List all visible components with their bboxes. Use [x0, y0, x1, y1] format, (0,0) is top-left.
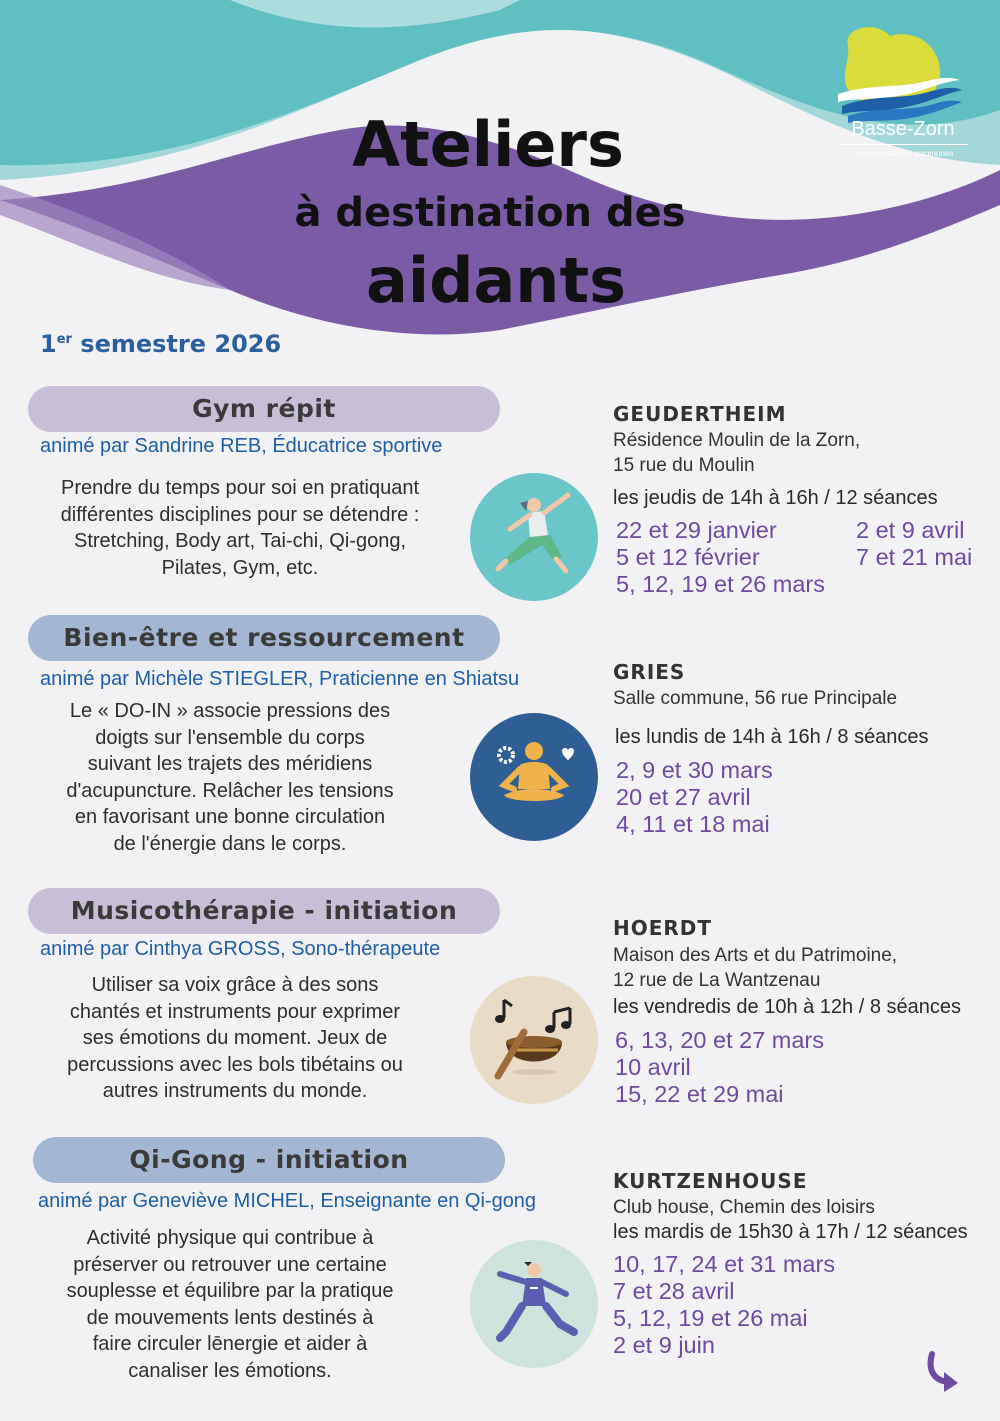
session-dates: 7 et 21 mai — [856, 544, 973, 570]
workshop-description — [30, 475, 450, 581]
city-name: KURTZENHOUSE — [613, 1169, 808, 1193]
description-line: chantés et instruments pour exprimer — [69, 1000, 401, 1023]
description-line: ses émotions du moment. Jeux de — [82, 1027, 388, 1049]
singing-bowl-icon — [470, 976, 598, 1104]
venue-address — [613, 428, 860, 478]
session-dates: 20 et 27 avril — [616, 784, 751, 810]
description-line: suivant les trajets des méridiens — [87, 753, 373, 775]
venue-address — [613, 943, 897, 993]
workshop-description — [25, 972, 445, 1105]
session-dates: 2 et 9 juin — [613, 1332, 715, 1358]
session-dates: 10 avril — [615, 1054, 691, 1080]
venue-line: Club house, Chemin des loisirs — [613, 1197, 875, 1218]
workshop-animator: animé par Michèle STIEGLER, Praticienne en Shiatsu — [40, 668, 520, 690]
session-dates: 2, 9 et 30 mars — [616, 757, 773, 783]
session-dates: 22 et 29 janvier — [616, 517, 777, 543]
session-dates: 15, 22 et 29 mai — [615, 1081, 784, 1107]
workshop-description — [20, 1225, 440, 1384]
title-line-3: aidants — [366, 244, 626, 317]
description-line: Activité physique qui contribue à — [86, 1227, 374, 1249]
workshop-animator: animé par Cinthya GROSS, Sono-thérapeute — [40, 938, 441, 960]
semester-number: 1 — [40, 330, 57, 358]
description-line: Pilates, Gym, etc. — [161, 556, 319, 579]
description-line: canaliser les émotions. — [128, 1359, 332, 1382]
description-line: préserver ou retrouver une certaine — [73, 1253, 387, 1276]
city-name: HOERDT — [613, 916, 713, 940]
description-line: percussions avec les bols tibétains ou — [67, 1053, 403, 1076]
semester-heading — [40, 330, 281, 358]
description-line: de l'énergie dans le corps. — [113, 832, 347, 855]
city-name: GRIES — [613, 660, 686, 684]
description-line: de mouvements lents destinés à — [86, 1306, 374, 1329]
schedule-text: les jeudis de 14h à 16h / 12 séances — [613, 487, 938, 509]
qigong-pose-icon — [470, 1240, 598, 1368]
meditation-icon — [470, 713, 598, 841]
turn-page-arrow-icon[interactable] — [918, 1346, 968, 1396]
description-line: souplesse et équilibre par la pratique — [66, 1280, 394, 1302]
description-line: faire circuler lēnergie et aider à — [92, 1333, 368, 1355]
logo-name: Basse-Zorn — [851, 118, 955, 140]
workshop-title-musicotherapie: Musicothérapie - initiation — [28, 888, 500, 934]
venue-line: Salle commune, 56 rue Principale — [613, 688, 898, 709]
session-dates: 7 et 28 avril — [613, 1278, 735, 1304]
description-line: autres instruments du monde. — [102, 1080, 368, 1102]
description-line: doigts sur l'ensemble du corps — [95, 726, 365, 749]
session-dates: 6, 13, 20 et 27 mars — [615, 1027, 825, 1053]
workshop-title-qigong: Qi-Gong - initiation — [33, 1137, 505, 1183]
workshop-description — [20, 698, 440, 857]
session-dates: 5, 12, 19 et 26 mars — [616, 571, 826, 597]
description-line: en favorisant une bonne circulation — [74, 806, 386, 828]
venue-line: Maison des Arts et du Patrimoine, — [613, 945, 898, 966]
schedule-text: les lundis de 14h à 16h / 8 séances — [615, 726, 929, 748]
workshop-title-bien-etre: Bien-être et ressourcement — [28, 615, 500, 661]
title-line-2: à destination des — [294, 190, 686, 236]
session-dates: 4, 11 et 18 mai — [616, 811, 770, 837]
workshop-animator: animé par Sandrine REB, Éducatrice sportive — [40, 435, 443, 457]
semester-superscript: er — [56, 332, 72, 347]
description-line: Le « DO-IN » associe pressions des — [69, 700, 391, 722]
description-line: différentes disciplines pour se détendre : — [60, 503, 420, 526]
venue-address — [613, 686, 897, 711]
description-line: Prendre du temps pour soi en pratiquant — [61, 477, 419, 499]
venue-line: Résidence Moulin de la Zorn, — [613, 430, 861, 451]
session-dates: 5, 12, 19 et 26 mai — [613, 1305, 808, 1331]
workshop-title-gym: Gym répit — [28, 386, 500, 432]
city-name: GEUDERTHEIM — [613, 402, 787, 426]
schedule-text: les vendredis de 10h à 12h / 8 séances — [613, 996, 962, 1018]
session-dates: 2 et 9 avril — [856, 517, 965, 543]
session-dates: 5 et 12 février — [616, 544, 760, 570]
session-dates: 10, 17, 24 et 31 mars — [613, 1251, 836, 1277]
logo-subtitle: Communauté de communes — [852, 149, 954, 158]
workshop-animator: animé par Geneviève MICHEL, Enseignante en Qi-gong — [38, 1190, 537, 1212]
description-line: Stretching, Body art, Tai-chi, Qi-gong, — [73, 530, 406, 552]
title-line-1: Ateliers — [352, 108, 624, 181]
schedule-text: les mardis de 15h30 à 17h / 12 séances — [613, 1221, 968, 1243]
venue-address — [613, 1195, 875, 1220]
venue-line: 15 rue du Moulin — [613, 455, 755, 476]
description-line: d'acupuncture. Relâcher les tensions — [66, 779, 394, 802]
semester-label: semestre 2026 — [71, 330, 282, 358]
description-line: Utiliser sa voix grâce à des sons — [91, 974, 379, 996]
yoga-pose-icon — [470, 473, 598, 601]
venue-line: 12 rue de La Wantzenau — [613, 970, 821, 991]
